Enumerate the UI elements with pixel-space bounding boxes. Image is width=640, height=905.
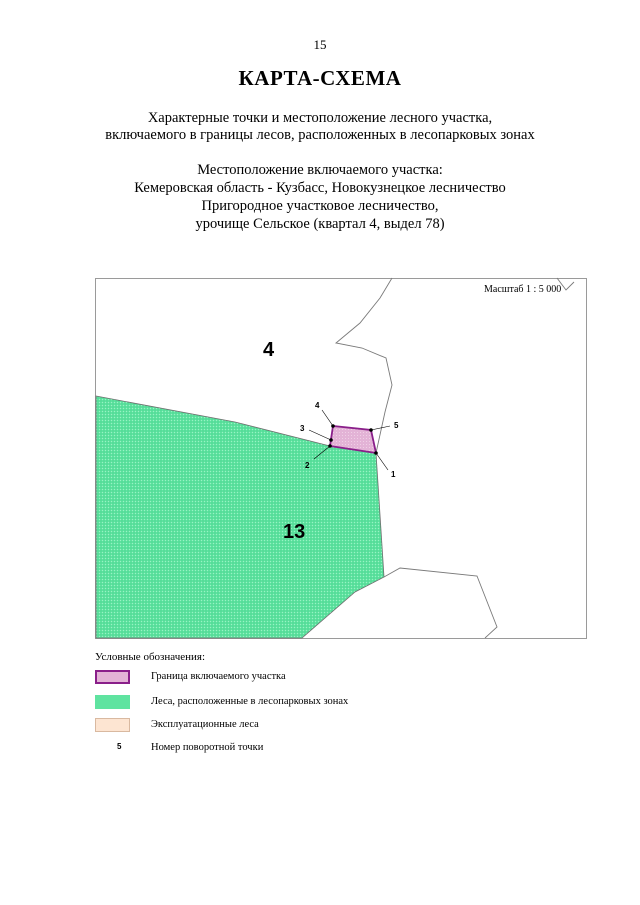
quarter-label-4: 4 [263, 339, 275, 361]
legend-label-point-number: Номер поворотной точки [151, 742, 264, 753]
quarter-label-13: 13 [283, 521, 306, 543]
turning-point-2 [328, 444, 332, 448]
subtitle-line-2: включаемого в границы лесов, расположенных в лесопарковых зонах [105, 127, 535, 143]
subtitle-line-1: Характерные точки и местоположение лесного участка, [147, 110, 493, 126]
turning-point-3 [329, 438, 333, 442]
point-label-3: 3 [300, 424, 305, 433]
point-label-5: 5 [394, 421, 399, 430]
turning-point-5 [369, 428, 373, 432]
point-number-symbol: 5 [117, 742, 122, 751]
location-region: Кемеровская область - Кузбасс, Новокузнецкое лесничество [134, 180, 506, 196]
point-label-2: 2 [305, 461, 310, 470]
location-district: Пригородное участковое лесничество, [201, 198, 439, 214]
page-title: КАРТА-СХЕМА [238, 66, 402, 90]
page-number: 15 [313, 37, 327, 52]
location-heading: Местоположение включаемого участка: [197, 162, 443, 178]
turning-point-4 [331, 424, 335, 428]
legend-label-forest: Леса, расположенные в лесопарковых зонах [151, 696, 349, 707]
turning-point-1 [374, 451, 378, 455]
point-label-4: 4 [315, 401, 320, 410]
location-tract: урочище Сельское (квартал 4, выдел 78) [195, 216, 445, 232]
legend-title: Условные обозначения: [95, 651, 206, 663]
legend-label-exploit: Эксплуатационные леса [151, 719, 259, 730]
map-scale: Масштаб 1 : 5 000 [484, 284, 562, 295]
point-label-1: 1 [391, 470, 396, 479]
forest-swatch [95, 695, 130, 709]
exploit-swatch [95, 718, 130, 732]
legend-label-boundary: Граница включаемого участка [151, 671, 286, 682]
boundary-swatch [95, 670, 130, 684]
